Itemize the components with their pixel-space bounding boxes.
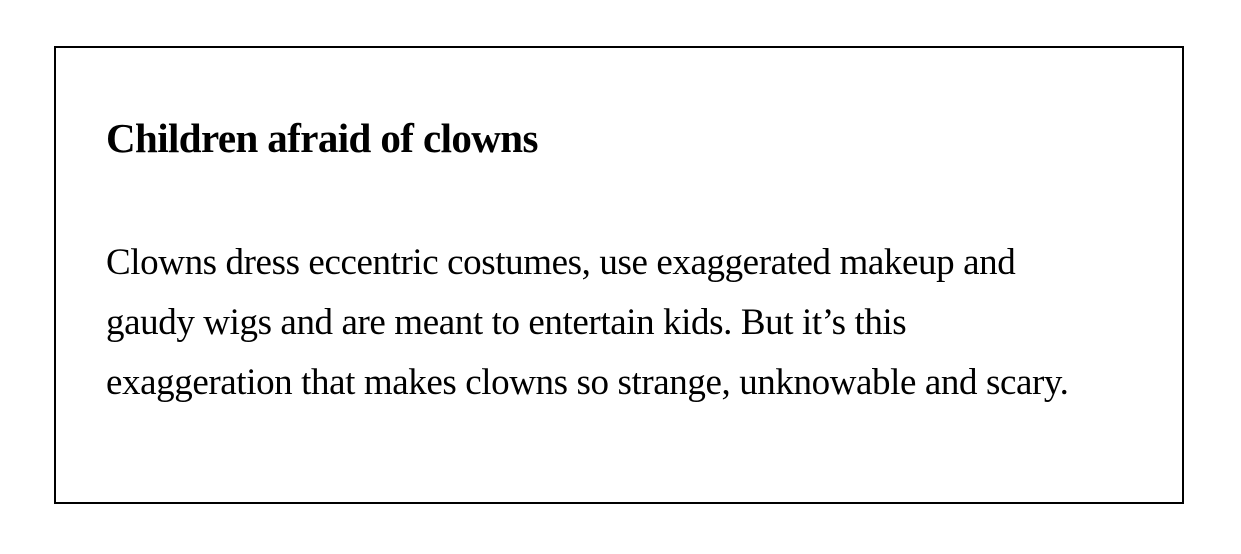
card-body-line: exaggeration that makes clowns so strange, unknowable and scary. (106, 362, 1069, 403)
card-body (106, 233, 1176, 413)
card-title: Children afraid of clowns (106, 115, 538, 161)
card-body-line: Clowns dress eccentric costumes, use exaggerated makeup and (106, 242, 1016, 283)
info-card (54, 46, 1184, 504)
card-body-line: gaudy wigs and are meant to entertain kids. But it’s this (106, 302, 907, 343)
